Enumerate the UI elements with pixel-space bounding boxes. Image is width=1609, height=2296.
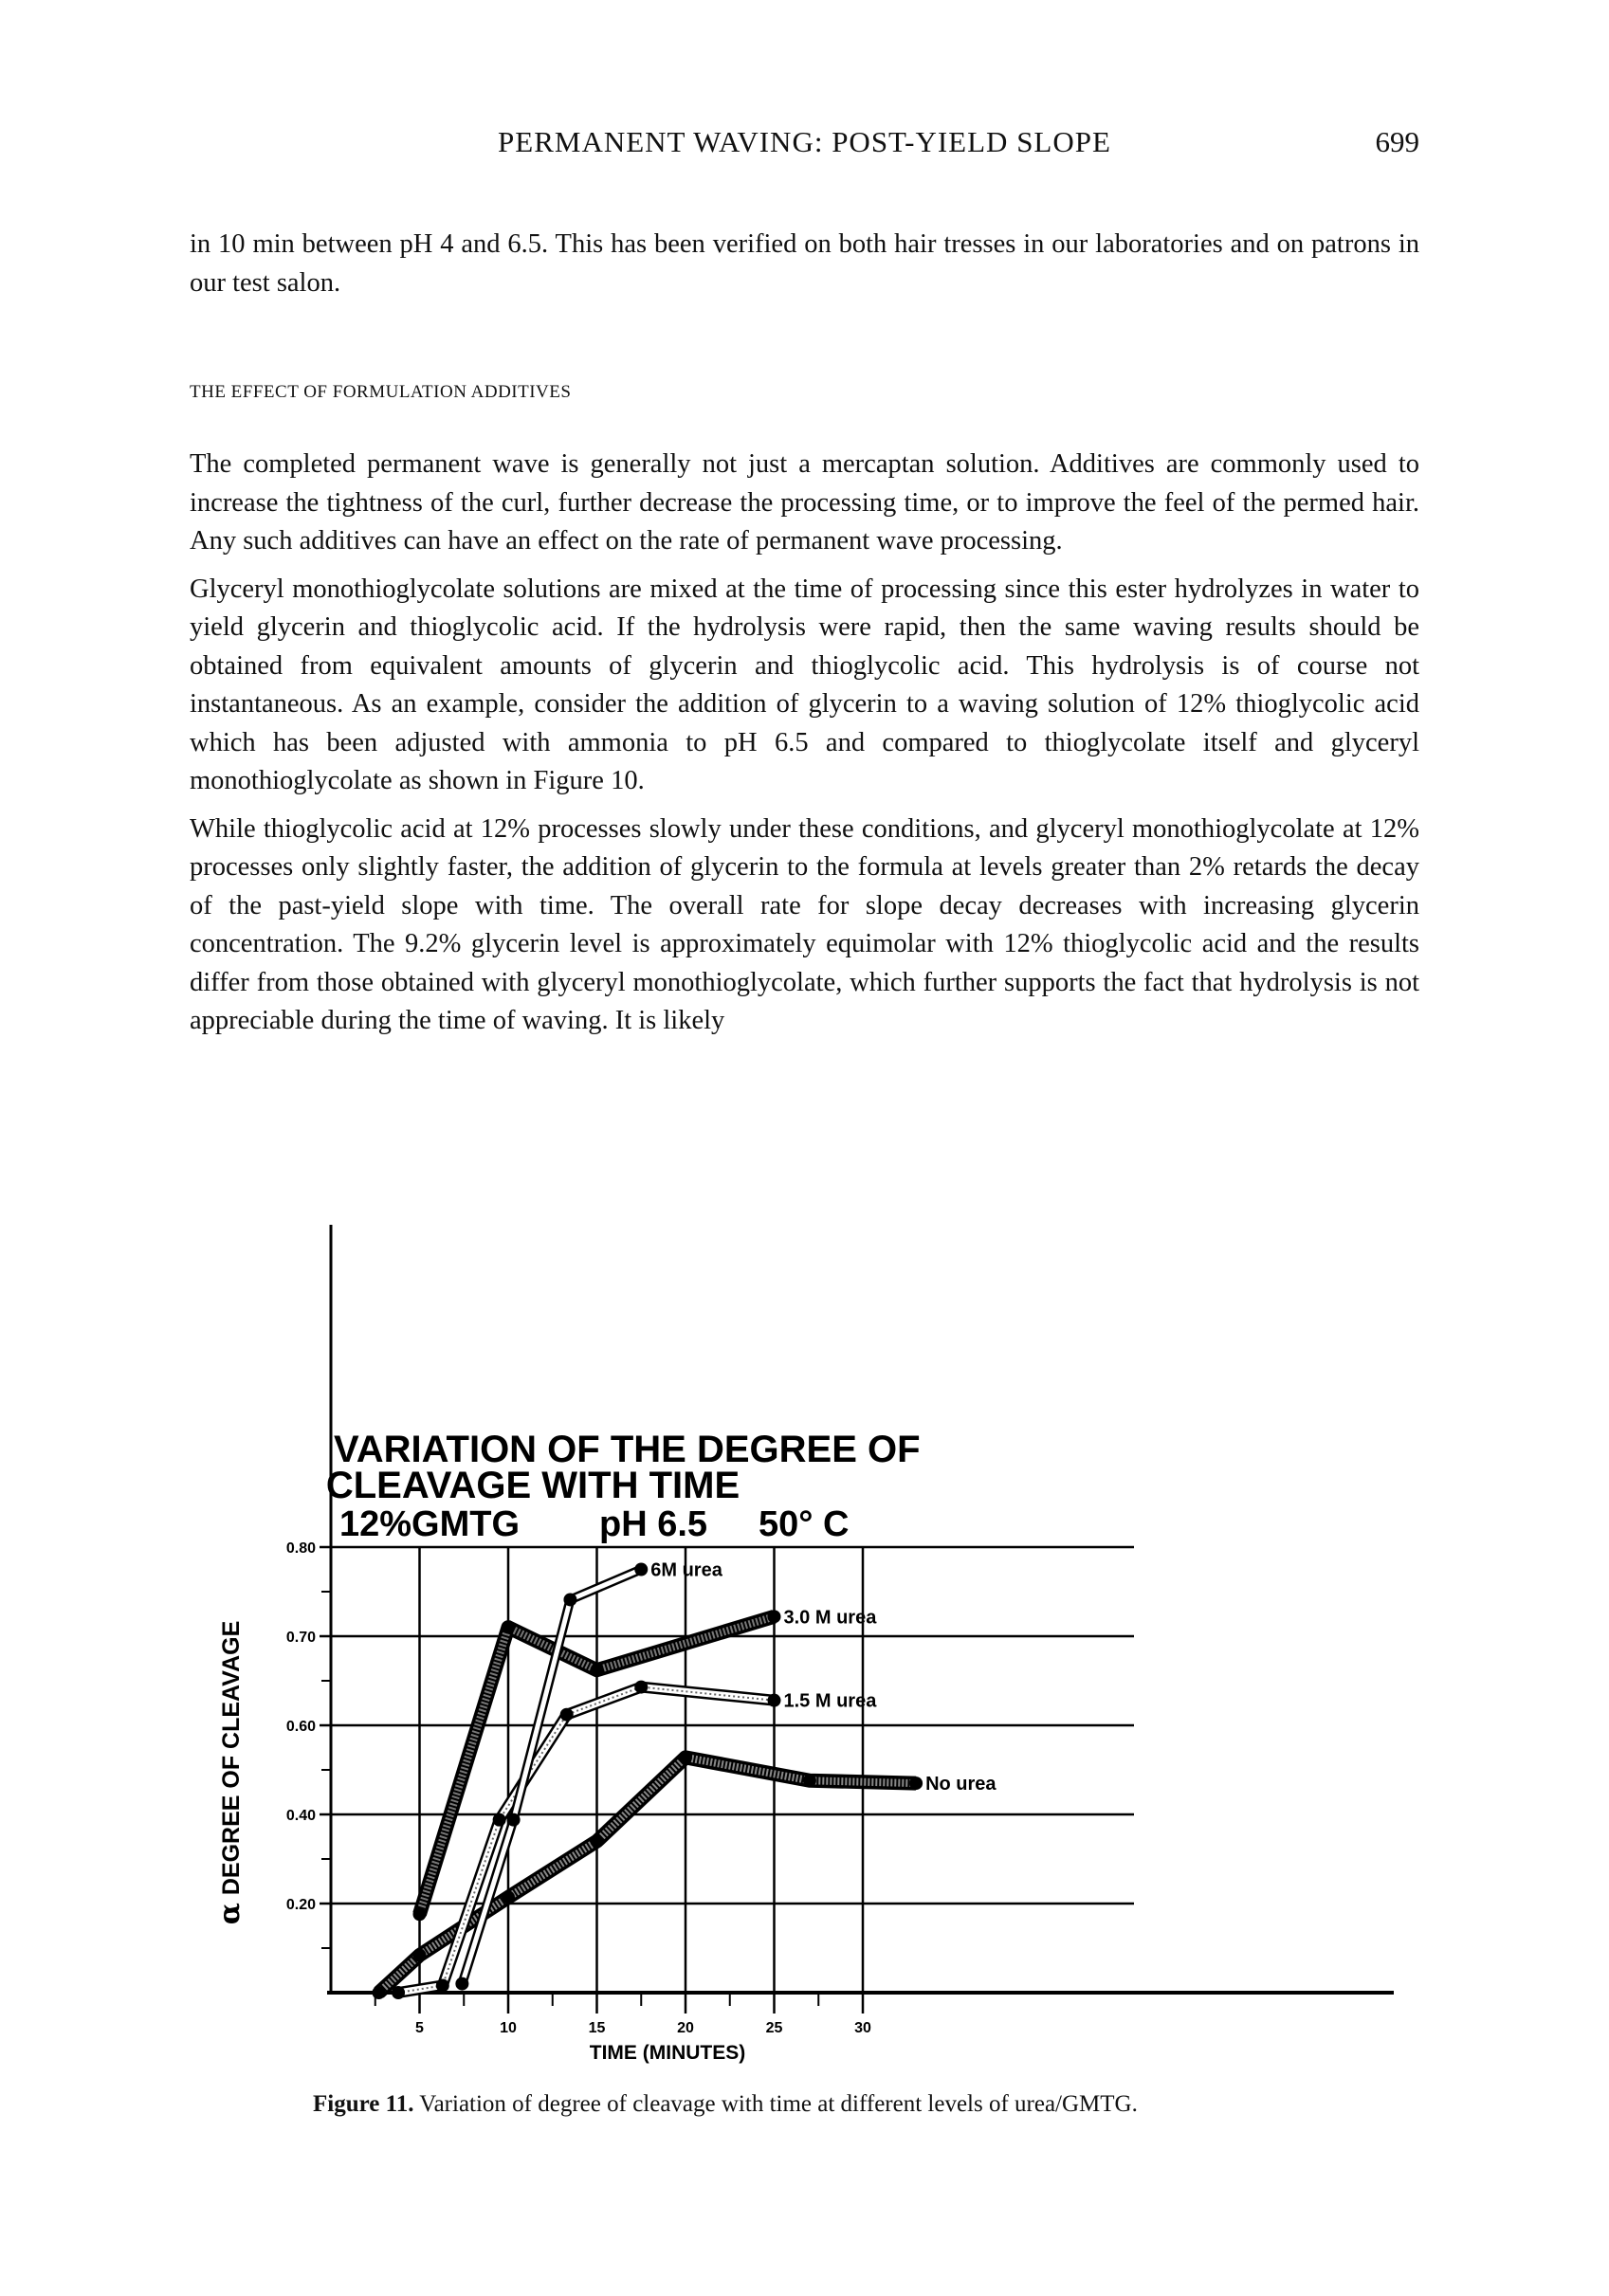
page-number: 699: [1375, 125, 1419, 158]
y-tick-label: 0.70: [285, 1630, 316, 1646]
series-6m-urea: [455, 1560, 722, 1991]
paragraph-text: in 10 min between pH 4 and 6.5. This has been verified on both hair tresses in our laboratories and on patrons in our test salon.: [190, 229, 1419, 298]
data-point: [413, 1949, 427, 1962]
caption-text: Variation of degree of cleavage with time at different levels of urea/GMTG.: [419, 2091, 1138, 2117]
data-point: [560, 1708, 574, 1722]
series-label: 6M urea: [650, 1559, 722, 1581]
series-line-outline: [462, 1570, 641, 1984]
chart-subtitle-concentration: 12%GMTG: [339, 1504, 521, 1544]
chart-title-line1: VARIATION OF THE DEGREE OF: [334, 1429, 921, 1470]
data-point: [392, 1986, 405, 1999]
series-label: 3.0 M urea: [783, 1607, 877, 1629]
data-point: [493, 1813, 506, 1827]
running-title: PERMANENT WAVING: POST-YIELD SLOPE: [498, 125, 1111, 158]
chart-subtitle-temperature: 50° C: [759, 1504, 850, 1544]
caption-label: Figure 11.: [313, 2091, 414, 2117]
paragraph: Glyceryl monothioglycolate solutions are mixed at the time of processing since this ester hydrolyzes in water to yield glycerin and thioglycolic acid. If the hydrolysis were rapid, then the same waving results should be obtained from equivalent amounts of glycerin and thioglycolic acid. This hydrolysis is of course not instantaneous. As an example, consider the addition of glycerin to a waving solution of 12% thioglycolic acid which has been adjusted with ammonia to pH 6.5 and compared to thioglycolate itself and glyceryl monothioglycolate as shown in Figure 10.: [190, 574, 1419, 795]
figure-caption: [313, 2091, 1138, 2118]
chart-subtitle-ph: pH 6.5: [599, 1504, 708, 1544]
y-tick-label: 0.80: [285, 1540, 316, 1557]
x-tick-label: 25: [765, 2020, 783, 2036]
chart-title-line2: CLEAVAGE WITH TIME: [325, 1465, 741, 1506]
data-point: [507, 1813, 521, 1827]
data-point: [455, 1977, 468, 1991]
data-point: [768, 1610, 781, 1623]
data-point: [634, 1681, 648, 1694]
section-heading: THE EFFECT OF FORMULATION ADDITIVES: [190, 382, 572, 402]
data-point: [413, 1907, 427, 1921]
x-axis-label: TIME (MINUTES): [589, 2042, 746, 2064]
series-1-5-m-urea: [392, 1681, 877, 1999]
data-point: [634, 1563, 648, 1576]
data-point: [909, 1777, 923, 1790]
data-point: [591, 1834, 604, 1848]
paragraph: The completed permanent wave is generally not just a mercaptan solution. Additives are commonly used to increase the tightness of the curl, further decrease the processing time, or to improve the feel of the permed hair. Any such additives can have an effect on the rate of permanent wave processing.: [190, 449, 1419, 556]
x-tick-label: 15: [588, 2020, 606, 2036]
data-point: [502, 1621, 515, 1634]
data-point: [436, 1978, 449, 1992]
x-tick-label: 10: [500, 2020, 517, 2036]
y-tick-label: 0.60: [285, 1719, 316, 1735]
data-point: [679, 1751, 692, 1764]
series-line-fill: [462, 1570, 641, 1984]
data-point: [803, 1774, 816, 1787]
data-point: [591, 1664, 604, 1677]
series-label: 1.5 M urea: [783, 1690, 877, 1712]
x-tick-label: 20: [677, 2020, 694, 2036]
x-tick-label: 5: [415, 2020, 424, 2036]
series-label: No urea: [925, 1774, 996, 1795]
paragraph: While thioglycolic acid at 12% processes slowly under these conditions, and glyceryl monothioglycolate at 12% processes only slightly faster, the addition of glycerin to the formula at levels greater than 2% retards the decay of the past-yield slope with time. The overall rate for slope decay decreases with increasing glycerin concentration. The 9.2% glycerin level is approximately equimolar with 12% thioglycolic acid and the results differ from those obtained with glyceryl monothioglycolate, which further supports the fact that hydrolysis is not appreciable during the time of waving. It is likely: [190, 813, 1419, 1035]
data-point: [372, 1986, 385, 1999]
y-tick-label: 0.20: [285, 1897, 316, 1913]
data-point: [768, 1694, 781, 1707]
y-tick-label: 0.40: [285, 1808, 316, 1824]
x-tick-label: 30: [854, 2020, 871, 2036]
data-point: [563, 1593, 576, 1606]
data-point: [502, 1890, 515, 1904]
y-axis-label: αDEGREE OF CLEAVAGE: [213, 1620, 247, 1925]
